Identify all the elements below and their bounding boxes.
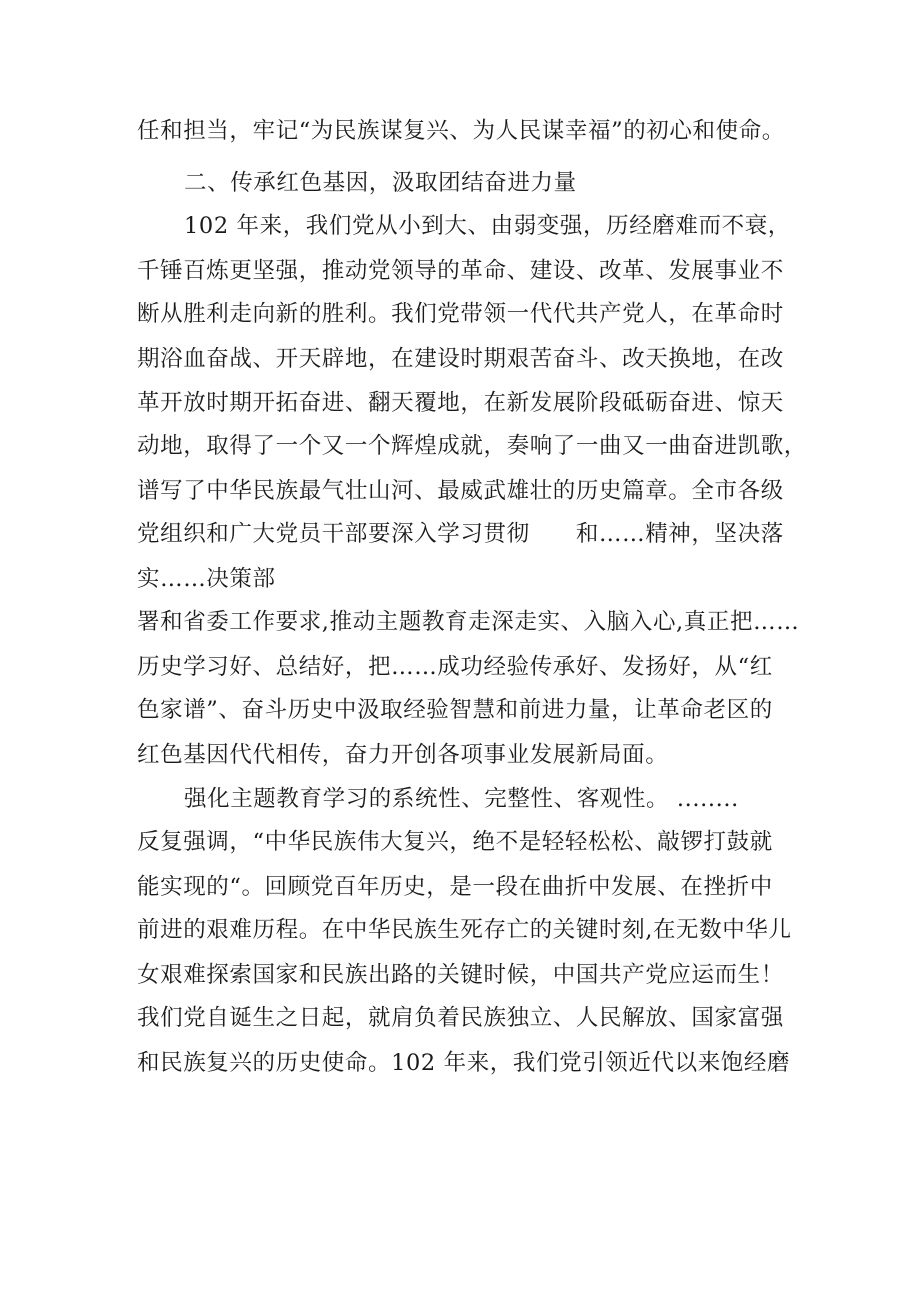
section-heading: 二、传承红色基因，汲取团结奋进力量 xyxy=(184,170,577,196)
text-line-20: 女艰难探索国家和民族出路的关键时候，中国共产党应运而生！ xyxy=(137,962,784,988)
text-line-7: 革开放时期开拓奋进、翻天覆地，在新发展阶段砥砺奋进、惊天 xyxy=(137,390,784,416)
text-line-5: 断从胜利走向新的胜利。我们党带领一代代共产党人，在革命时 xyxy=(137,301,784,327)
text-line-19: 前进的艰难历程。在中华民族生死存亡的关键时刻,在无数中华儿 xyxy=(137,917,792,943)
text-line-18: 能实现的“。回顾党百年历史，是一段在曲折中发展、在挫折中 xyxy=(137,874,773,900)
text-line-13: 历史学习好、总结好，把……成功经验传承好、发扬好，从“红 xyxy=(137,654,773,680)
text-line-12: 署和省委工作要求,推动主题教育走深走实、入脑入心,真正把…… xyxy=(137,609,800,635)
text-line-9: 谱写了中华民族最气壮山河、最威武雄壮的历史篇章。全市各级 xyxy=(137,478,784,504)
text-line-17: 反复强调，“中华民族伟大复兴，绝不是轻轻松松、敲锣打鼓就 xyxy=(137,829,773,855)
text-line-10: 党组织和广大党员干部要深入学习贯彻 和……精神，坚决落 xyxy=(137,521,784,547)
text-line-3: 102 年来，我们党从小到大、由弱变强，历经磨难而不衰， xyxy=(184,213,791,239)
text-line-14: 色家谱”、奋斗历史中汲取经验智慧和前进力量，让革命老区的 xyxy=(137,697,773,723)
text-line-8: 动地，取得了一个又一个辉煌成就，奏响了一曲又一曲奋进凯歌， xyxy=(137,433,807,459)
text-line-21: 我们党自诞生之日起，就肩负着民族独立、人民解放、国家富强 xyxy=(137,1005,784,1031)
text-line-1: 任和担当，牢记“为民族谋复兴、为人民谋幸福”的初心和使命。 xyxy=(137,118,785,144)
text-line-11: 实……决策部 xyxy=(137,566,276,592)
paragraph-lead: 强化主题教育学习的系统性、完整性、客观性。 ........ xyxy=(184,786,739,812)
text-line-22: 和民族复兴的历史使命。102 年来，我们党引领近代以来饱经磨 xyxy=(137,1050,791,1076)
text-line-15: 红色基因代代相传，奋力开创各项事业发展新局面。 xyxy=(137,742,669,768)
text-line-6: 期浴血奋战、开天辟地，在建设时期艰苦奋斗、改天换地，在改 xyxy=(137,346,784,372)
text-line-4: 千锤百炼更坚强，推动党领导的革命、建设、改革、发展事业不 xyxy=(137,258,784,284)
